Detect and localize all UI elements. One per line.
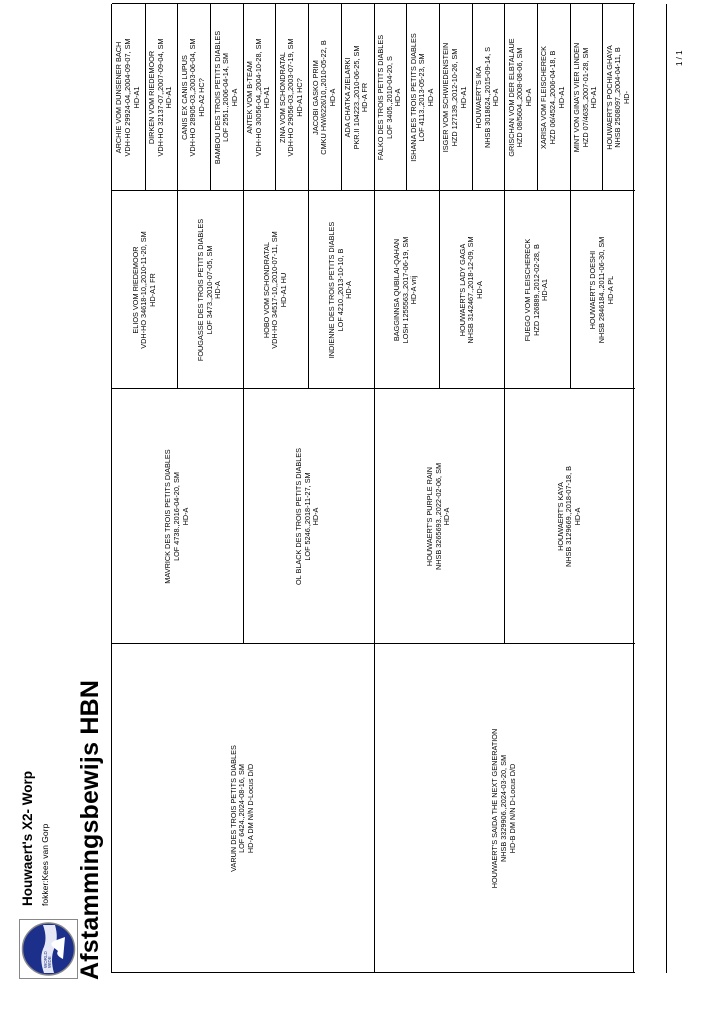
dog-health: HD-A1 [556,86,566,109]
dog-health: HD-A1 [589,86,599,109]
pedigree-table [111,4,634,973]
gen2-cell [164,389,190,644]
dog-name: HOUWAERT'S PURPLE RAIN [424,466,434,567]
dog-health: HD-A [393,88,403,107]
dog-name: XARISA VOM FLEISCHERECK [539,46,549,149]
gen2-cell [426,389,452,644]
dog-name: ADA CHATKA ZIELARKI [343,57,353,138]
row-divider [504,4,505,191]
row-divider [406,4,407,191]
dog-registration: VDH-HO 30056-04,,2004-10-28, SM [253,38,263,157]
gen1-cell [491,644,517,973]
dog-health: HD-A [491,88,501,107]
dog-health: HD-A [442,507,452,526]
gen4-cell [115,4,141,191]
dog-registration: HZD 126889.,2012-02-28, B [531,244,541,336]
row-divider [308,4,309,191]
dog-registration: NHSB 3265693.,2022-02-06, SM [433,462,443,571]
gen3-cell [328,191,354,389]
gen4-cell [279,4,305,191]
gen4-cell [606,4,632,191]
world-wide-database-logo [19,919,78,979]
row-divider [177,4,178,191]
page-number: 1 / 1 [675,50,684,66]
dog-name: VARUN DES TROIS PETITS DIABLES [228,745,238,872]
gen3-cell [459,191,485,389]
dog-health: HD-A [523,88,533,107]
dog-health: HD-A [311,507,321,526]
dog-health: HD-A1 [262,86,272,109]
svg-text:WIDE: WIDE [47,956,52,968]
row-divider [374,191,375,389]
gen4-cell [214,4,240,191]
dog-health: HD-A [229,88,239,107]
gen4-cell [410,4,436,191]
dog-name: HOBO VOM SCHONDRATAL [261,241,271,339]
dog-name: HOUWAERT'S DOESHI [588,250,598,330]
dog-name: HOUWAERT'S KAYA [555,482,565,551]
dog-name: MAVRICK DES TROIS PETITS DIABLES [163,449,173,584]
row-divider [374,389,375,644]
row-divider [243,4,244,191]
dog-name: HOUWAERT'S POCHIA GHAYA [604,45,614,150]
gen2-cell [295,389,321,644]
dog-health: HD-A1 [131,86,141,109]
dog-health: HD-A [425,88,435,107]
row-divider [243,191,244,389]
dog-health: HD-A1 [164,86,174,109]
gen4-cell [442,4,468,191]
dog-registration: VDH-HO 34517-10,,2010-07-11, SM [270,231,280,349]
dog-registration: VDH-HO 29056-03,,2003-07-19, SM [286,38,296,157]
dog-health: HD-A DM N/N D-Locus D/D [246,763,256,854]
dog-health: HD-A PL [605,275,615,305]
dog-name: ANTEK VOM B-TEAM [245,61,255,134]
gen4-cell [148,4,174,191]
dog-name: JACOBI GASKO PRIM [310,60,320,135]
dog-health: HD-A [213,281,223,299]
row-divider [308,191,309,389]
dog-health: HD-A FR [360,82,370,113]
row-divider [504,191,505,389]
dog-name: MINT VON GINA'S VIER LINDEN [572,42,582,153]
row-divider [439,191,440,389]
dog-health: HD-B DM N/N D-Locus D/D [507,763,517,854]
dog-registration: NHSB 3018624.,2015-09-14, S [482,47,492,149]
dog-name: ARCHIE VOM DUNSENER BACH [114,41,124,154]
row-divider [177,191,178,389]
dog-registration: LOF 4738.,2016-04-20, SM [172,472,182,561]
row-divider [341,4,342,191]
row-divider [439,4,440,191]
breeder-subtitle: fokker:Kees van Gorp [40,823,50,906]
gen3-cell [393,191,419,389]
dog-health: HD-A [344,281,354,299]
dog-registration: VDH-HO 34618-10,,2010-11-20, SM [139,231,149,349]
dog-registration: LOF 2551.,2006-04-14, SM [221,53,231,142]
dog-health: HD-A vrij [409,275,419,305]
dog-name: BAMBOU DES TROIS PETITS DIABLES [212,30,222,165]
row-divider [374,644,375,973]
dog-registration: HZD 06/4524.,2006-04-18, B [547,50,557,145]
gen3-cell [263,191,289,389]
dog-registration: LOF 3473.,2010-07-05, SM [204,245,214,335]
dog-name: GRISCHAN VOM DER ELBTALAUE [506,38,516,157]
dog-registration: LOSH 1255563.,2017-06-19, SM [400,236,410,344]
dog-registration: NHSB 3129669.,2018-07-18, B [564,466,574,568]
gen3-cell [589,191,615,389]
gen3-cell [524,191,550,389]
gen4-cell [312,4,338,191]
dog-registration: LOF 5246.,2018-11-27, SM [302,472,312,561]
dog-registration: NHSB 3142467.,2018-12-09, SM [466,236,476,344]
dog-health: HD-A1 FR [147,273,157,307]
svg-text:WORLD: WORLD [43,951,48,968]
litter-title: Houwaert's X2- Worp [20,771,35,906]
dog-name: ZINA VOM SCHONDRATAL [277,52,287,143]
dog-name: HOUWAERT'S IKA [474,66,483,129]
gen4-cell [246,4,272,191]
dog-registration: LOF 6424.,2024-08-16, SM [237,764,247,853]
dog-name: FALKO DES TROIS PETITS DIABLES [375,34,385,161]
dog-name: BAGGINNSA QUBILAI-QAHAN [392,238,402,342]
dog-health: HD-A1 HC? [295,78,305,117]
row-divider [275,4,276,191]
dog-registration: VDH-HO 29924-04,,2004-09-07, SM [123,38,133,157]
dog-name: ELIOS VOM RIEDEMOOR [130,246,140,334]
gen3-cell [197,191,223,389]
gen1-cell [230,644,256,973]
dog-registration: NHSB 2846184.,2011-06-30, SM [597,236,606,344]
dog-health: HD-A1 HU [278,272,288,308]
gen4-cell [344,4,370,191]
dog-health: HD-A [327,88,337,107]
dog-name: DIRKEN VOM RIEDEMOOR [147,50,157,145]
dog-health: HD-A [474,281,484,299]
gen2-cell [557,389,583,644]
dog-health: HD-A [572,507,582,526]
dog-registration: PKR.II 104223.,2010-06-25, SM [351,45,361,150]
row-divider [145,4,146,191]
dog-health: HD-A2 HC? [197,78,206,117]
dog-name: INDIENNE DES TROIS PETITS DIABLES [326,221,336,359]
dog-name: HOUWAERT'S LADY GAGA [457,243,467,337]
dog-name: HOUWAERT'S SAIDA THE NEXT GENERATION [490,728,500,889]
row-divider [374,4,375,191]
dog-registration: HZD 07/4635.,2007-01-28, SM [580,47,590,148]
dog-name: FUEGO VOM FLEISCHERECK [523,238,533,342]
dog-registration: LOF 4210.,2013-10-10, B [335,248,345,332]
row-divider [602,4,603,191]
row-divider [537,4,538,191]
gen4-cell [181,4,207,191]
row-divider [570,4,571,191]
dog-registration: HZD 127139.,2012-10-26, SM [449,48,459,147]
gen4-cell [573,4,599,191]
row-divider [504,389,505,644]
gen4-cell [377,4,403,191]
dog-name: CANIS EX CANIS LUPUS [179,55,189,140]
dog-health: HD- [621,91,631,104]
gen3-cell [132,191,158,389]
dog-name: FOUGASSE DES TROIS PETITS DIABLES [196,218,206,362]
row-divider [243,389,244,644]
footer-divider [666,4,667,973]
dog-registration: CMKU HW/6226/10,,2010-05-22, B [319,40,329,155]
row-divider [570,191,571,389]
gen4-cell [508,4,534,191]
dog-registration: VDH-HO 28905-03,,2003-06-04, SM [188,38,198,157]
dog-registration: NHSB 2508097.,2004-04-11, B [613,47,623,148]
dog-registration: VDH-HO 32137-07,,2007-09-04, SM [155,38,165,157]
gen4-cell [475,4,501,191]
dog-health: HD-A1 [458,86,468,109]
dog-registration: LOF 3405.,2010-04-20, S [384,56,394,139]
dog-health: HD-A [180,507,190,526]
gen4-cell [540,4,566,191]
dog-health: HD-A1 [540,279,550,301]
dog-registration: NHSB 3329906.,2024-03-20, SM [498,754,508,863]
dog-name: ISGER VOM SCHWIEDENSTEIN [441,42,451,153]
row-divider [472,4,473,191]
dog-name: OL BLACK DES TROIS PETITS DIABLES [294,447,304,586]
page-heading: Afstammingsbewijs HBN [76,679,104,980]
dog-registration: LOF 4113.,2013-05-23, SM [417,53,427,142]
dog-name: ISHANA DES TROIS PETITS DIABLES [408,33,418,162]
row-divider [210,4,211,191]
dog-registration: HZD 08/5604.,2008-08-06, SM [515,47,525,148]
